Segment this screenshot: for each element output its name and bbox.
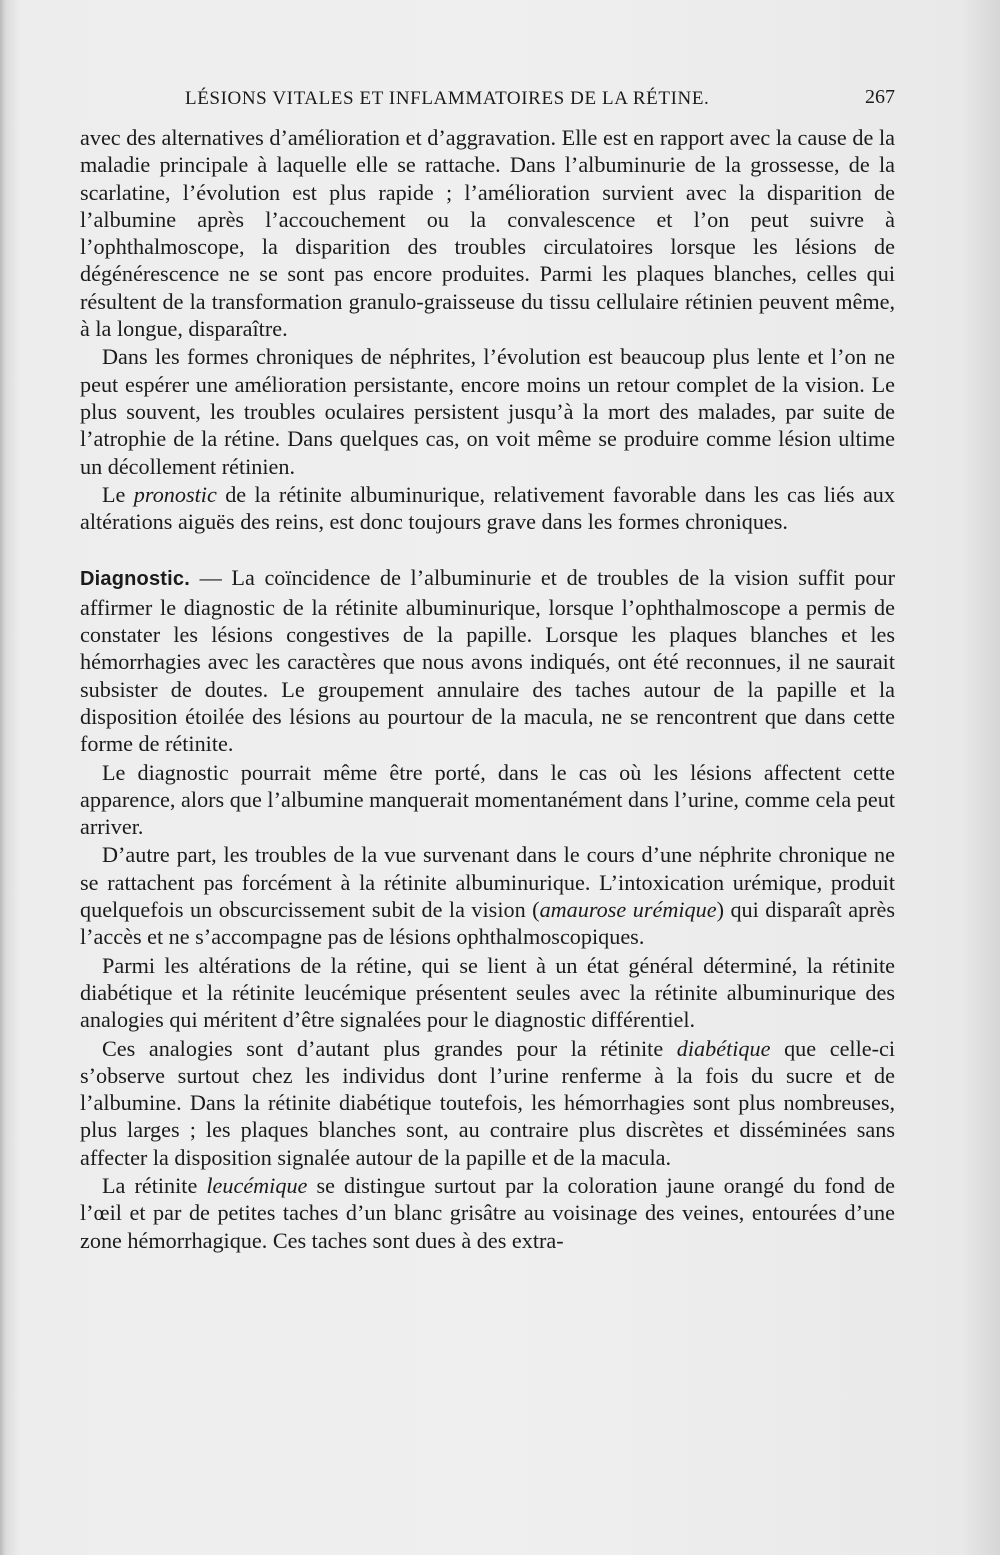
- leukemic-text-before: La rétinite: [102, 1172, 207, 1198]
- paragraph-diagnosis-albumin: Le diagnostic pourrait même être porté, dans le cas où les lésions affectent cette apparence, alors que l’albumine manquerait momentanément dans l’urine, comme cela peut arriver.: [80, 759, 895, 840]
- running-head: LÉSIONS VITALES ET INFLAMMATOIRES DE LA RÉTINE.: [185, 88, 710, 109]
- prognosis-text-after: de la rétinite albuminurique, relativement favorable dans les cas liés aux altérations aiguës des reins, est donc toujours grave dans les formes chroniques.: [80, 481, 895, 535]
- paragraph-prognosis: [80, 481, 895, 536]
- page-number: 267: [865, 86, 895, 108]
- uremic-text-before: D’autre part, les troubles de la vue survenant dans le cours d’une néphrite chronique ne se rattachent pas forcément à la rétinite albuminurique. L’intoxication urémique, produit quelquefois un obscurcissement subit de la vision (: [80, 842, 895, 923]
- diabetic-text-after: que celle-ci s’observe surtout chez les individus dont l’urine renferme à la fois du sucre et de l’albumine. Dans la rétinite diabétique toutefois, les hémorrhagies sont plus nombreuses, plus larges ; les plaques blanches sont, au contraire plus discrètes et disséminées sans affecter la disposition signalée autour de la papille et de la macula.: [80, 1035, 895, 1170]
- paragraph-diagnostic: [80, 564, 895, 757]
- diagnostic-text: — La coïncidence de l’albuminurie et de troubles de la vision suffit pour affirmer le diagnostic de la rétinite albuminurique, lorsque l’ophthalmoscope a permis de constater les lésions congestives de la papille. Lorsque les plaques blanches et les hémorrhagies avec les caractères que nous avons indiqués, ont été reconnues, il ne saurait subsister de doutes. Le groupement annulaire des taches autour de la papille et la disposition étoilée des lésions au pourtour de la macula, ne se rencontrent que dans cette forme de rétinite.: [80, 565, 895, 757]
- uremic-emphasis: amaurose urémique: [539, 897, 717, 923]
- prognosis-text-before: Le: [102, 481, 134, 507]
- diabetic-text-before: Ces analogies sont d’autant plus grandes pour la rétinite: [102, 1035, 677, 1061]
- uremic-text-after: ) qui disparaît après l’accès et ne s’accompagne pas de lésions ophthalmoscopiques.: [80, 897, 896, 950]
- leukemic-text-after: se distingue surtout par la coloration jaune orangé du fond de l’œil et par de petites taches d’un blanc grisâtre au voisinage des veines, entourées d’une zone hémorrhagique. Ces taches sont dues à des extra-: [80, 1172, 895, 1253]
- paragraph-uremic: [80, 841, 895, 950]
- page-header: [80, 84, 895, 118]
- diabetic-emphasis: diabétique: [676, 1035, 771, 1061]
- section-title-diagnostic: Diagnostic.: [80, 568, 190, 591]
- prognosis-emphasis: pronostic: [133, 481, 217, 507]
- paragraph-continuation: avec des alternatives d’amélioration et d’aggravation. Elle est en rapport avec la cause de la maladie principale à laquelle elle se rattache. Dans l’albuminurie de la grossesse, de la scarlatine, l’évolution est plus rapide ; l’amélioration survient avec la disparition de l’albumine après l’accouchement ou la convalescence et l’on peut suivre à l’ophthalmoscope, la disparition des troubles circulatoires lorsque les lésions de dégénérescence ne se sont pas encore produites. Parmi les plaques blanches, celles qui résultent de la transformation granulo-graisseuse du tissu cellulaire rétinien peuvent même, à la longue, disparaître.: [80, 125, 895, 342]
- paragraph-chronic-nephritis: Dans les formes chroniques de néphrites, l’évolution est beaucoup plus lente et l’on ne peut espérer une amélioration persistante, encore moins un retour complet de la vision. Le plus souvent, les troubles oculaires persistent jusqu’à la mort des malades, par suite de l’atrophie de la rétine. Dans quelques cas, on voit même se produire comme lésion ultime un décollement rétinien.: [80, 344, 895, 479]
- paragraph-leukemic: [80, 1172, 895, 1254]
- paragraph-diabetic: [80, 1035, 895, 1171]
- leukemic-emphasis: leucémique: [206, 1172, 308, 1198]
- body-text: [80, 124, 895, 1254]
- paragraph-analogies: Parmi les altérations de la rétine, qui se lient à un état général déterminé, la rétinite diabétique et la rétinite leucémique présentent seules avec la rétinite albuminurique des analogies qui méritent d’être signalées pour le diagnostic différentiel.: [80, 952, 895, 1033]
